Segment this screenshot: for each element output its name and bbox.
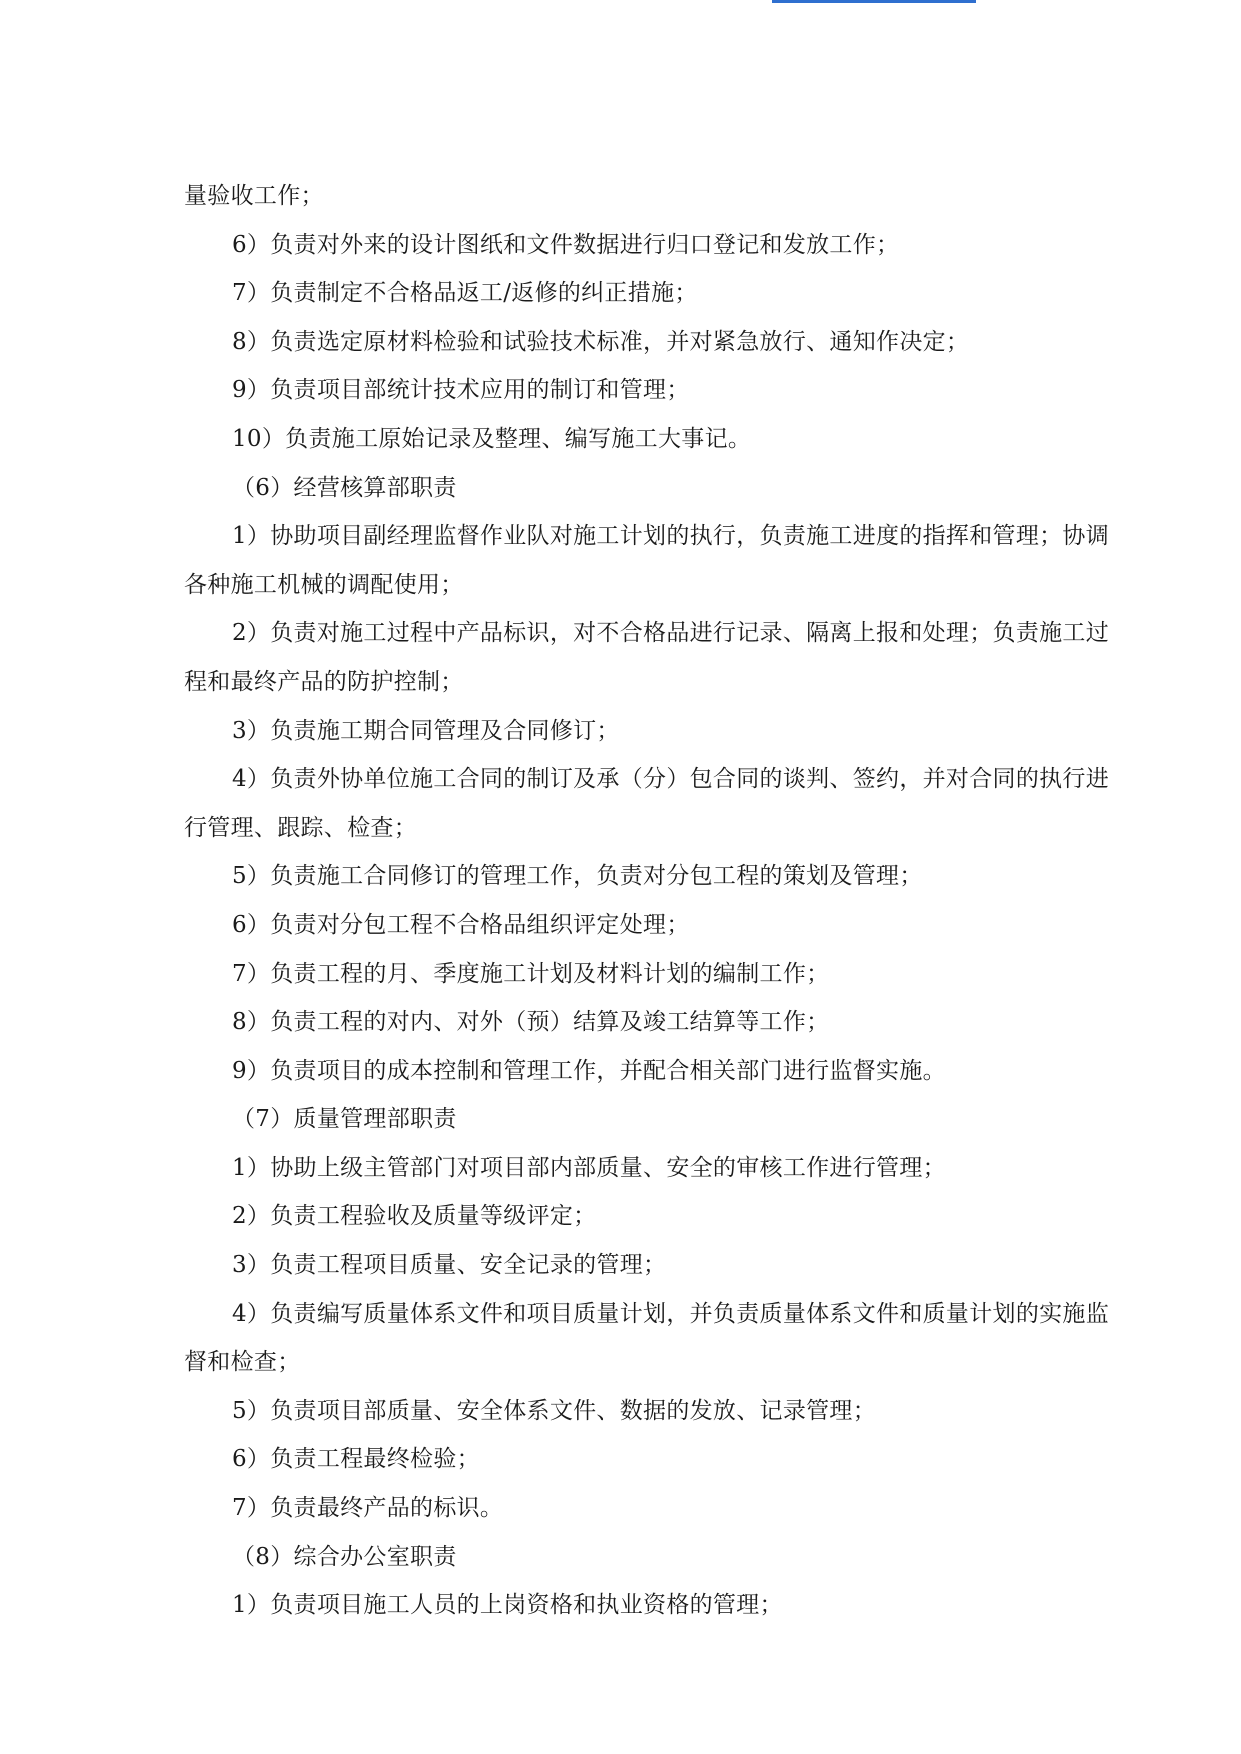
paragraph: 3）负责工程项目质量、安全记录的管理； (232, 1252, 667, 1279)
paragraph: 7）负责制定不合格品返工/返修的纠正措施； (232, 280, 698, 307)
paragraph: 10）负责施工原始记录及整理、编写施工大事记。 (232, 425, 752, 452)
paragraph: 3）负责施工期合同管理及合同修订； (232, 717, 620, 744)
paragraph: 4）负责外协单位施工合同的制订及承（分）包合同的谈判、签约，并对合同的执行进行管理、跟踪、检查； (184, 766, 1110, 841)
paragraph: 1）协助项目副经理监督作业队对施工计划的执行，负责施工进度的指挥和管理；协调各种施工机械的调配使用； (184, 523, 1110, 598)
paragraph: 1）负责项目施工人员的上岗资格和执业资格的管理； (232, 1592, 783, 1619)
paragraph: 量验收工作； (184, 183, 324, 209)
paragraph: 5）负责施工合同修订的管理工作，负责对分包工程的策划及管理； (232, 863, 923, 890)
paragraph: 2）负责对施工过程中产品标识，对不合格品进行记录、隔离上报和处理；负责施工过程和最终产品的防护控制； (184, 620, 1110, 695)
paragraph: 8）负责工程的对内、对外（预）结算及竣工结算等工作； (232, 1009, 830, 1036)
top-accent-bar (772, 0, 976, 3)
paragraph: 8）负责选定原材料检验和试验技术标准，并对紧急放行、通知作决定； (232, 328, 970, 355)
paragraph: 5）负责项目部质量、安全体系文件、数据的发放、记录管理； (232, 1397, 877, 1424)
paragraph: 6）负责对分包工程不合格品组织评定处理； (232, 911, 690, 938)
paragraph: 6）负责工程最终检验； (232, 1446, 480, 1473)
paragraph: 7）负责工程的月、季度施工计划及材料计划的编制工作； (232, 960, 830, 987)
paragraph: （8）综合办公室职责 (232, 1543, 457, 1570)
document-body (184, 172, 1114, 1630)
paragraph: 2）负责工程验收及质量等级评定； (232, 1203, 597, 1230)
paragraph: 6）负责对外来的设计图纸和文件数据进行归口登记和发放工作； (232, 231, 900, 258)
paragraph: 9）负责项目部统计技术应用的制订和管理； (232, 377, 690, 404)
paragraph: 1）协助上级主管部门对项目部内部质量、安全的审核工作进行管理； (232, 1154, 946, 1181)
paragraph: （6）经营核算部职责 (232, 474, 457, 501)
paragraph: 9）负责项目的成本控制和管理工作，并配合相关部门进行监督实施。 (232, 1057, 946, 1084)
paragraph: 7）负责最终产品的标识。 (232, 1495, 504, 1522)
paragraph: （7）质量管理部职责 (232, 1106, 457, 1133)
paragraph: 4）负责编写质量体系文件和项目质量计划，并负责质量体系文件和质量计划的实施监督和检查； (184, 1300, 1110, 1376)
